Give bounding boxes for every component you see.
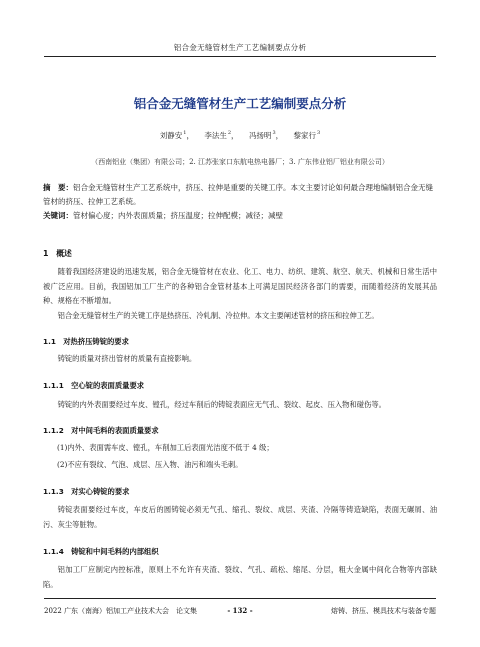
- paragraph: 铝合金无缝管材生产的关键工序是热挤压、冷轧制、冷拉伸。本文主要阐述管材的挤压和拉伸工艺。: [57, 311, 379, 320]
- author-affil-mark: 2: [227, 130, 232, 136]
- section-heading-1-1-2: 1.1.2 对中间毛料的表面质量要求: [43, 426, 159, 435]
- abstract-label: 摘 要：: [43, 183, 73, 192]
- author-list: [0, 130, 480, 141]
- paragraph: 铸锭的质量对挤出管材的质量有直接影响。: [57, 354, 197, 363]
- footer-rule: [44, 598, 436, 599]
- section-heading-1-1-1: 1.1.1 空心锭的表面质量要求: [43, 381, 145, 390]
- footer-topic: 熔铸、挤压、模具技术与装备专题: [331, 607, 436, 615]
- keywords-label: 关键词：: [43, 211, 73, 220]
- footer-proceedings: 2022 广东（南海）铝加工产业技术大会 论文集: [44, 607, 198, 615]
- author-name: 黎家行: [293, 131, 317, 140]
- abstract-text: 铝合金无缝管材生产工艺系统中，挤压、拉伸是重要的关键工序。本文主要讨论如何最合理地编制铝合金无缝管材的挤压、拉伸工艺系统。: [43, 183, 433, 206]
- author-affil-mark: 1: [183, 130, 187, 136]
- author-name: 李法生: [204, 131, 227, 140]
- affiliation: （西南铝业（集团）有限公司；2. 江苏张家口东航电热电器厂；3. 广东伟业铝厂铝业有限公司）: [91, 158, 389, 166]
- author-4: [294, 131, 321, 140]
- paragraph: 铝加工厂应制定内控标准，原则上不允许有夹渣、裂纹、气孔、疏松、缩尾、分层，粗大金属中间化合物等内部缺陷。: [43, 565, 437, 589]
- section-heading-1-1-4: 1.1.4 铸锭和中间毛料的内部组织: [43, 547, 159, 556]
- section-heading-1: 1 概述: [43, 249, 72, 258]
- paragraph: 随着我国经济建设的迅速发展，铝合金无缝管材在农业、化工、电力、纺织、建筑、航空、航天、机械和日常生活中被广泛应用。目前，我国铝加工厂生产的各种铝合金管材基本上可满足国民经济各部门的需要，而随着经济的发展其品种、规格在不断增加。: [43, 267, 437, 305]
- paper-title: 铝合金无缝管材生产工艺编制要点分析: [133, 96, 347, 111]
- keywords-text: 管材偏心度；内外表面质量；挤压温度；拉伸配模；减径；减壁: [73, 211, 283, 220]
- paragraph: 铸锭表面要经过车皮，车皮后的圆铸锭必须无气孔、缩孔、裂纹、成层、夹渣、冷隔等铸造缺陷，表面无碾屑、油污、灰尘等脏物。: [43, 505, 437, 529]
- section-heading-1-1-3: 1.1.3 对实心铸锭的要求: [43, 487, 130, 496]
- running-head: 铝合金无缝管材生产工艺编制要点分析: [173, 43, 307, 52]
- author-name: 刘静安: [159, 131, 183, 140]
- author-2: 李法生$^2$，: [204, 130, 239, 140]
- abstract: [43, 181, 437, 208]
- section-heading-1-1: 1.1 对热挤压铸锭的要求: [43, 337, 129, 346]
- author-name: 冯扬明: [248, 131, 272, 140]
- author-affil-mark: 3: [272, 130, 276, 136]
- list-item: (2)不应有裂纹、气泡、成层、压入物、油污和端头毛刺。: [57, 460, 243, 469]
- list-item: (1)内外、表面需车皮、镗孔，车削加工后表面光洁度不低于 4 级；: [57, 443, 274, 452]
- author-3: 冯扬明$^3$，: [248, 130, 284, 140]
- paragraph: 铸锭的内外表面要经过车皮、镗孔，经过车削后的铸锭表面应无气孔、裂纹、起皮、压入物和碰伤等。: [57, 400, 386, 409]
- page-number: - 132 -: [227, 606, 253, 615]
- author-affil-mark: 3: [317, 130, 321, 136]
- keywords: [43, 209, 437, 223]
- author-1: 刘静安$^1$，: [159, 130, 194, 140]
- header-rule: [44, 56, 436, 57]
